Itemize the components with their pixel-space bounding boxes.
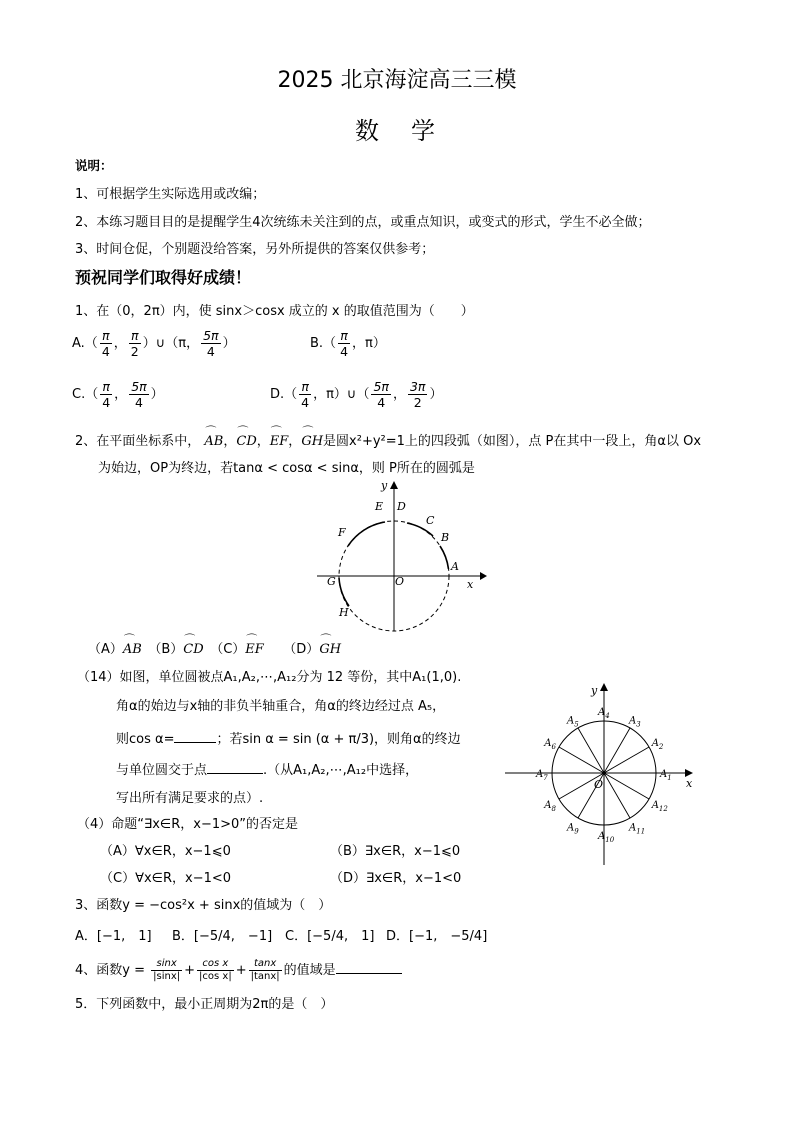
q2-stem: 2、在平面坐标系中， ⌒ AB，⌒ CD，⌒ EF，⌒ GH是圆x²+y²=1上的四段弧（如图），点 P在其中一段上，角α以 Ox (75, 430, 701, 449)
x-axis-arrow (480, 572, 487, 580)
point-label-a2: $A_2$ (651, 738, 664, 751)
label-c: C (426, 514, 435, 527)
label-o: O (594, 778, 604, 791)
q2-stem-2: 为始边，OP为终边，若tanα < cosα < sinα，则 P所在的圆弧是 (98, 461, 475, 476)
point-label-a7: $A_7$ (536, 769, 548, 782)
point-label-a12: $A_{12}$ (651, 800, 668, 813)
label-b: B (441, 531, 450, 544)
label-y: y (591, 684, 598, 697)
arc-gh (339, 578, 349, 606)
point-label-a9: $A_9$ (567, 822, 579, 836)
answer-blank-3[interactable] (336, 961, 402, 974)
y-axis-arrow (600, 683, 608, 691)
point-label-a5: $A_5$ (567, 715, 579, 729)
note-item: 1、可根据学生实际选用或改编； (75, 187, 266, 202)
q4n-option-b: （B）∃x∈R，x−1⩽0 (330, 844, 461, 859)
point-label-a8: $A_8$ (544, 800, 557, 813)
q14-dodecagon-figure (500, 680, 700, 870)
wish-heading: 预祝同学们取得好成绩！ (75, 268, 252, 287)
label-g: G (327, 575, 336, 588)
label-y: y (381, 479, 388, 492)
point-label-a3: $A_3$ (629, 715, 641, 729)
q5-stem: 5．下列函数中，最小正周期为2π的是（ ） (75, 997, 334, 1012)
q14-line4: 与单位圆交于点 .（从A₁,A₂,⋯,A₁₂中选择， (116, 763, 419, 778)
q3-option-c: C．[−5/4, 1] (285, 929, 375, 944)
q1-option-a: A.（ $\frac{\pi}{4}$ ， $\frac{\pi}{2}$ ）∪（π， $\frac{5\pi}{4}$ ） (72, 328, 236, 359)
q14-line5: 写出所有满足要求的点）. (116, 791, 264, 806)
q4n-option-d: （D）∃x∈R，x−1<0 (330, 871, 462, 886)
notes-heading: 说明： (75, 158, 113, 173)
label-x: x (467, 578, 474, 591)
label-d: D (397, 500, 406, 513)
arc-ef (348, 522, 385, 546)
page-title: 2025 北京海淀高三三模 (277, 68, 517, 93)
label-x: x (686, 777, 693, 790)
x-axis-arrow (685, 769, 693, 777)
q3-stem: 3、函数y = −cos²x + sinx的值域为（ ） (75, 898, 332, 913)
q4-stem: 4、函数y = $\frac{\sin x}{|\sin x|}$ + $\frac{\text{cos x}}{\text{|cos x|}}$ + $\frac{\tan x}{|\tan x|}$ 的值域是 (75, 958, 402, 983)
answer-blank-1[interactable] (174, 730, 216, 743)
q3-option-b: B．[−5/4, −1] (172, 929, 273, 944)
q1-option-d: D.（ $\frac{\pi}{4}$ ，π）∪（ $\frac{5\pi}{4}$ ， $\frac{3\pi}{2}$ ） (270, 379, 443, 410)
note-item: 3、时间仓促，个别题没给答案，另外所提供的答案仅供参考； (75, 242, 435, 257)
label-o: O (395, 575, 405, 588)
point-label-a1: $A_1$ (660, 769, 672, 782)
y-axis-arrow (390, 481, 398, 489)
point-label-a6: $A_6$ (544, 738, 557, 751)
q4n-option-a: （A）∀x∈R，x−1⩽0 (100, 844, 231, 859)
q3-option-a: A．[−1, 1] (75, 929, 152, 944)
label-h: H (339, 606, 349, 619)
q2-circle-figure (315, 478, 490, 633)
label-a: A (451, 560, 459, 573)
q4n-option-c: （C）∀x∈R，x−1<0 (100, 871, 232, 886)
q1-stem: 1、在（0，2π）内，使 sinx＞cosx 成立的 x 的取值范围为（ ） (75, 304, 474, 319)
point-label-a11: $A_{11}$ (629, 822, 646, 836)
label-e: E (375, 500, 384, 513)
subject-title: 数 学 (355, 117, 439, 145)
note-item: 2、本练习题目目的是提醒学生4次统练未关注到的点，或重点知识，或变式的形式，学生不必全做； (75, 215, 651, 230)
q4n-stem: （4）命题“∃x∈R，x−1>0”的否定是 (77, 817, 299, 832)
answer-blank-2[interactable] (207, 761, 263, 774)
point-label-a4: $A_4$ (598, 707, 610, 720)
q2-options: （A）⌒ AB （B）⌒ CD （C）⌒ EF （D）⌒ GH (88, 638, 341, 657)
q14-line2: 角α的始边与x轴的非负半轴重合，角α的终边经过点 A₅， (116, 699, 446, 714)
q14-line3: 则cos α= ；若sin α = sin (α + π/3)，则角α的终边 (116, 732, 461, 747)
q1-option-b: B.（ $\frac{\pi}{4}$ ，π） (310, 328, 386, 359)
label-f: F (338, 526, 346, 539)
q14-line1: （14）如图，单位圆被点A₁,A₂,⋯,A₁₂分为 12 等份，其中A₁(1,0). (77, 670, 462, 685)
point-label-a10: $A_{10}$ (598, 831, 615, 844)
q3-option-d: D．[−1, −5/4] (386, 929, 488, 944)
arc-ab (440, 546, 449, 569)
q1-option-c: C.（ $\frac{\pi}{4}$ ， $\frac{5\pi}{4}$ ） (72, 379, 164, 410)
